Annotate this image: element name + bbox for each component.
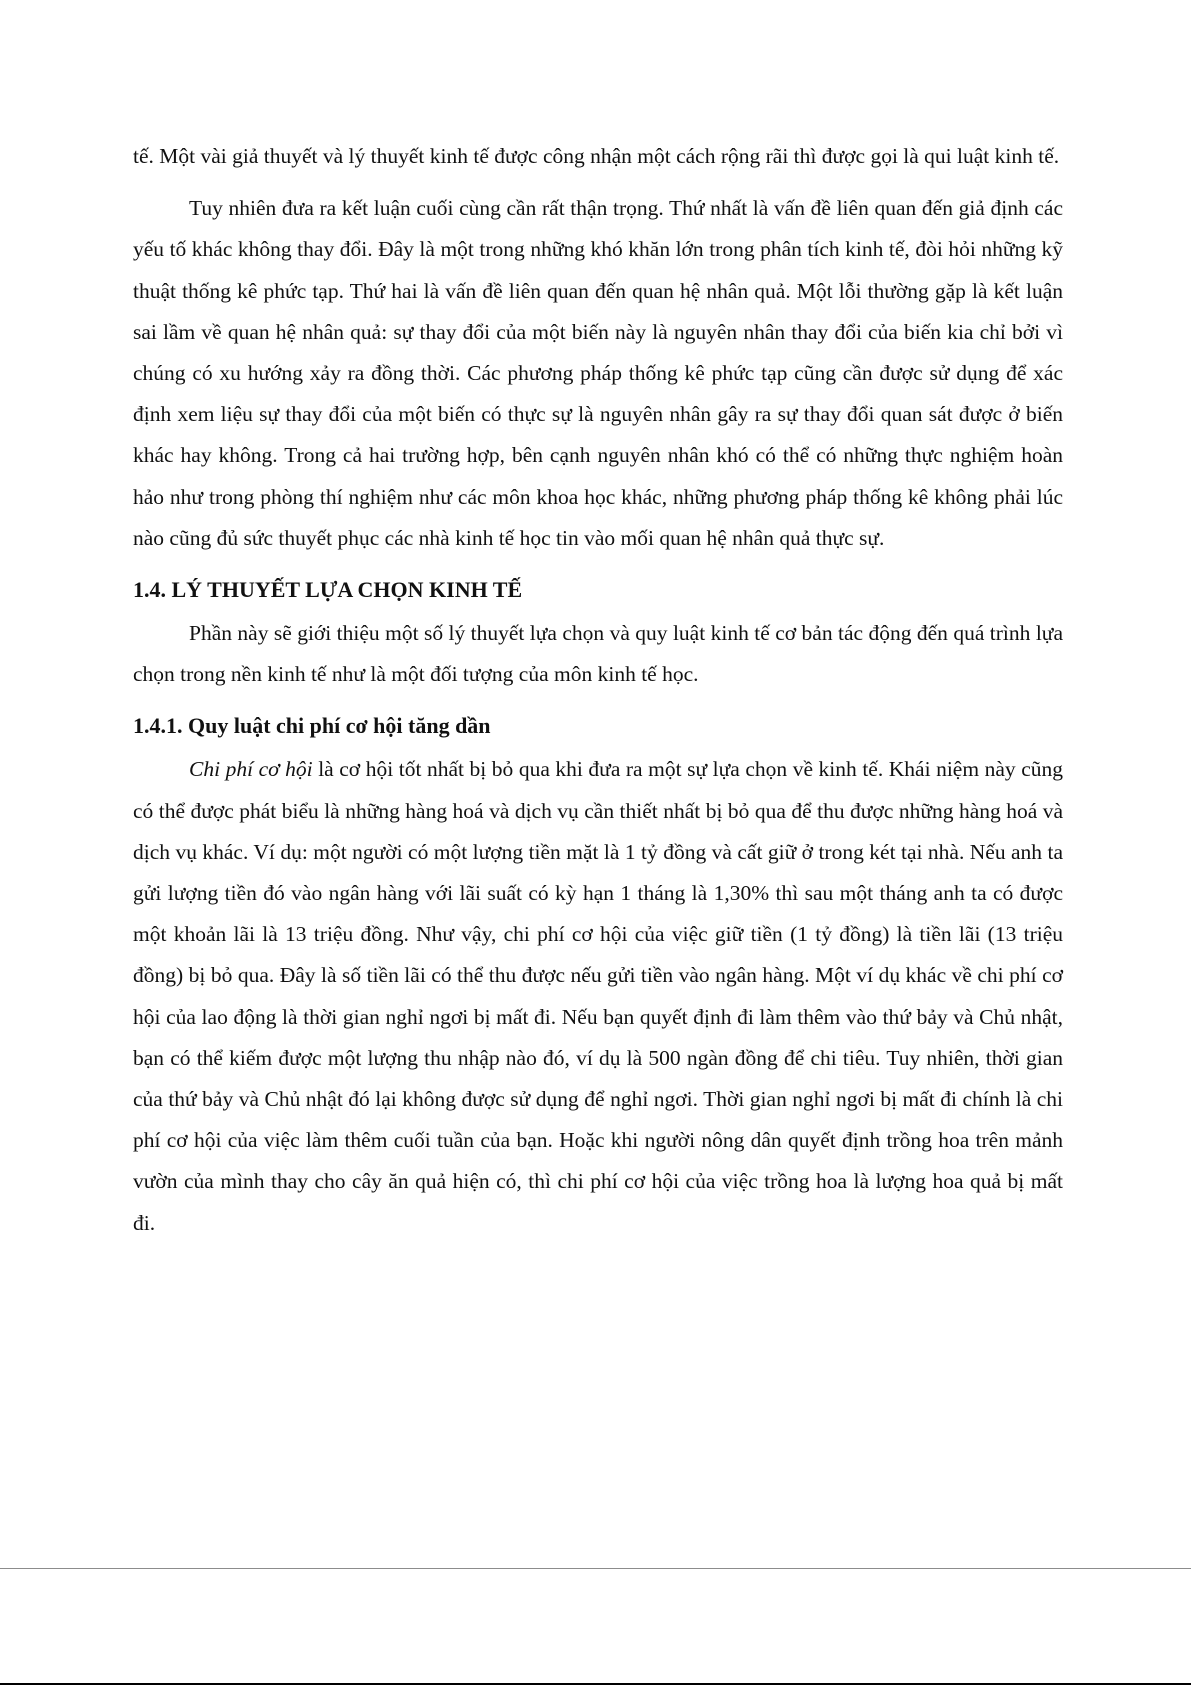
- opportunity-cost-text: là cơ hội tốt nhất bị bỏ qua khi đưa ra một sự lựa chọn về kinh tế. Khái niệm này cũng có thể được phát biểu là những hàng hoá và dịch vụ cần thiết nhất bị bỏ qua để thu được những hàng hoá và dịch vụ khác. Ví dụ: một người có một lượng tiền mặt là 1 tỷ đồng và cất giữ ở trong két tại nhà. Nếu anh ta gửi lượng tiền đó vào ngân hàng với lãi suất có kỳ hạn 1 tháng là 1,30% thì sau một tháng anh ta có được một khoản lãi là 13 triệu đồng. Như vậy, chi phí cơ hội của việc giữ tiền (1 tỷ đồng) là tiền lãi (13 triệu đồng) bị bỏ qua. Đây là số tiền lãi có thể thu được nếu gửi tiền vào ngân hàng. Một ví dụ khác về chi phí cơ hội của lao động là thời gian nghỉ ngơi bị mất đi. Nếu bạn quyết định đi làm thêm vào thứ bảy và Chủ nhật, bạn có thể kiếm được một lượng thu nhập nào đó, ví dụ là 500 ngàn đồng để chi tiêu. Tuy nhiên, thời gian của thứ bảy và Chủ nhật đó lại không được sử dụng để nghỉ ngơi. Thời gian nghỉ ngơi bị mất đi chính là chi phí cơ hội của việc làm thêm cuối tuần của bạn. Hoặc khi người nông dân quyết định trồng hoa trên mảnh vườn của mình thay cho cây ăn quả hiện có, thì chi phí cơ hội của việc trồng hoa là lượng hoa quả bị mất đi.: [133, 757, 1063, 1235]
- subsection-heading: 1.4.1. Quy luật chi phí cơ hội tăng dần: [133, 713, 491, 739]
- section-intro-paragraph: Phần này sẽ giới thiệu một số lý thuyết lựa chọn và quy luật kinh tế cơ bản tác động đến quá trình lựa chọn trong nền kinh tế như là một đối tượng của môn kinh tế học.: [133, 621, 1063, 687]
- opportunity-cost-paragraph: [133, 749, 1063, 1243]
- paragraph-continued: tế. Một vài giả thuyết và lý thuyết kinh tế được công nhận một cách rộng rãi thì được gọi là qui luật kinh tế.: [133, 144, 1060, 168]
- page-content: [133, 136, 1063, 1244]
- opportunity-cost-term: Chi phí cơ hội: [189, 757, 313, 782]
- footer-divider: [0, 1568, 1191, 1569]
- section-heading: 1.4. LÝ THUYẾT LỰA CHỌN KINH TẾ: [133, 577, 523, 603]
- paragraph-caution: Tuy nhiên đưa ra kết luận cuối cùng cần rất thận trọng. Thứ nhất là vấn đề liên quan đến giả định các yếu tố khác không thay đổi. Đây là một trong những khó khăn lớn trong phân tích kinh tế, đòi hỏi những kỹ thuật thống kê phức tạp. Thứ hai là vấn đề liên quan đến quan hệ nhân quả. Một lỗi thường gặp là kết luận sai lầm về quan hệ nhân quả: sự thay đổi của một biến này là nguyên nhân thay đổi của biến kia chỉ bởi vì chúng có xu hướng xảy ra đồng thời. Các phương pháp thống kê phức tạp cũng cần được sử dụng để xác định xem liệu sự thay đổi của một biến có thực sự là nguyên nhân gây ra sự thay đổi quan sát được ở biến khác hay không. Trong cả hai trường hợp, bên cạnh nguyên nhân khó có thể có những thực nghiệm hoàn hảo như trong phòng thí nghiệm như các môn khoa học khác, những phương pháp thống kê không phải lúc nào cũng đủ sức thuyết phục các nhà kinh tế học tin vào mối quan hệ nhân quả thực sự.: [133, 196, 1063, 550]
